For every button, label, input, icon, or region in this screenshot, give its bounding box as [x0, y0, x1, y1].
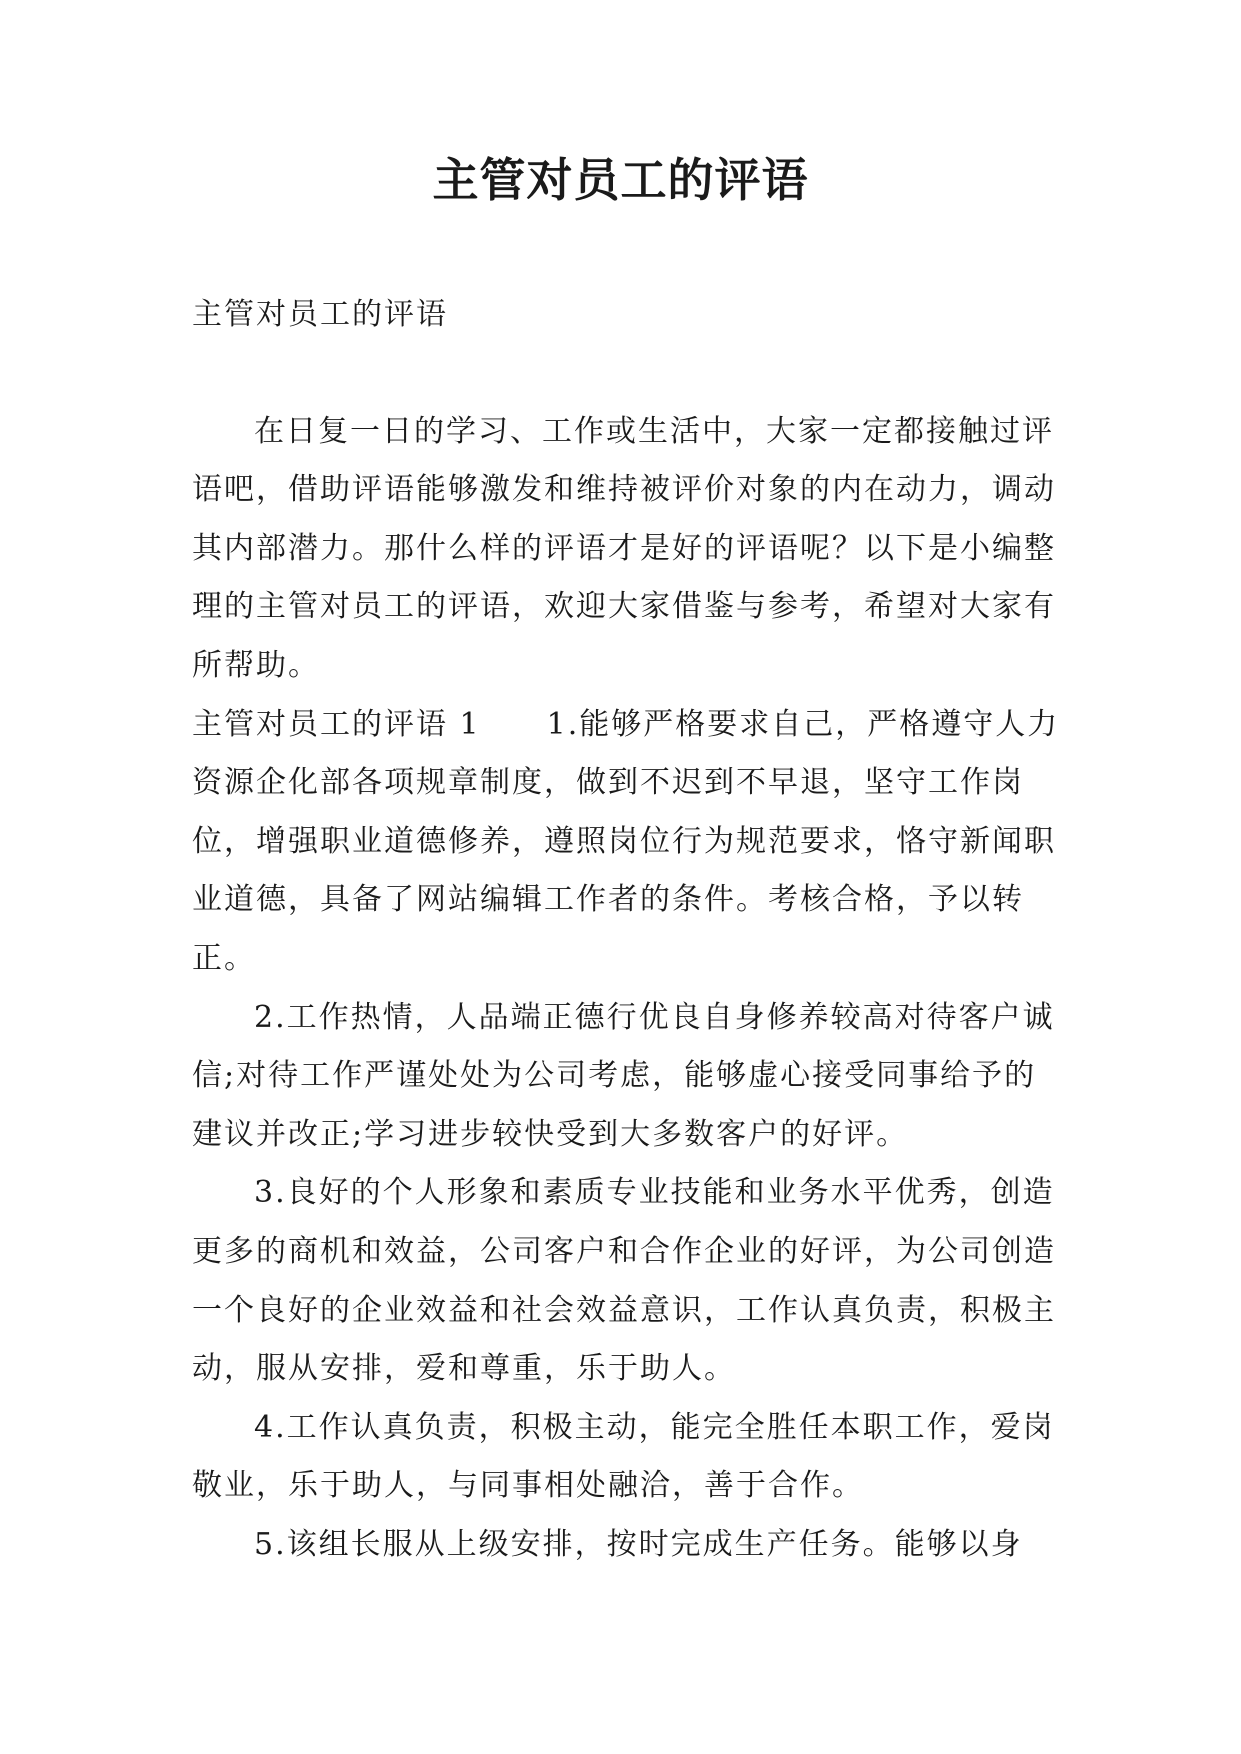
item-paragraph-5: 5.该组长服从上级安排，按时完成生产任务。能够以身 [254, 1526, 1023, 1562]
intro-paragraph: 在日复一日的学习、工作或生活中，大家一定都接触过评语吧，借助评语能够激发和维持被评价对象的内在动力，调动其内部潜力。那什么样的评语才是好的评语呢？以下是小编整理的主管对员工的评语，欢迎大家借鉴与参考，希望对大家有所帮助。 [192, 413, 1056, 683]
item-paragraph-3: 3.良好的个人形象和素质专业技能和业务水平优秀，创造更多的商机和效益，公司客户和合作企业的好评，为公司创造一个良好的企业效益和社会效益意识，工作认真负责，积极主动，服从安排，爱和尊重，乐于助人。 [192, 1175, 1056, 1387]
item-paragraph-2: 2.工作热情，人品端正德行优良自身修养较高对待客户诚信;对待工作严谨处处为公司考虑，能够虚心接受同事给予的建议并改正;学习进步较快受到大多数客户的好评。 [192, 999, 1055, 1152]
item-text-1: 1.能够严格要求自己，严格遵守人力资源企化部各项规章制度，做到不迟到不早退，坚守工作岗位，增强职业道德修养，遵照岗位行为规范要求，恪守新闻职业道德，具备了网站编辑工作者的条件。考核合格，予以转正。 [192, 706, 1060, 976]
item-paragraph-1 [192, 696, 1062, 989]
document-title: 主管对员工的评语 [432, 153, 809, 207]
document-body [192, 286, 1062, 1574]
document-subtitle: 主管对员工的评语 [192, 297, 448, 332]
section-heading: 主管对员工的评语 1 [192, 706, 481, 742]
item-paragraph-4: 4.工作认真负责，积极主动，能完全胜任本职工作，爱岗敬业，乐于助人，与同事相处融洽，善于合作。 [192, 1409, 1055, 1504]
